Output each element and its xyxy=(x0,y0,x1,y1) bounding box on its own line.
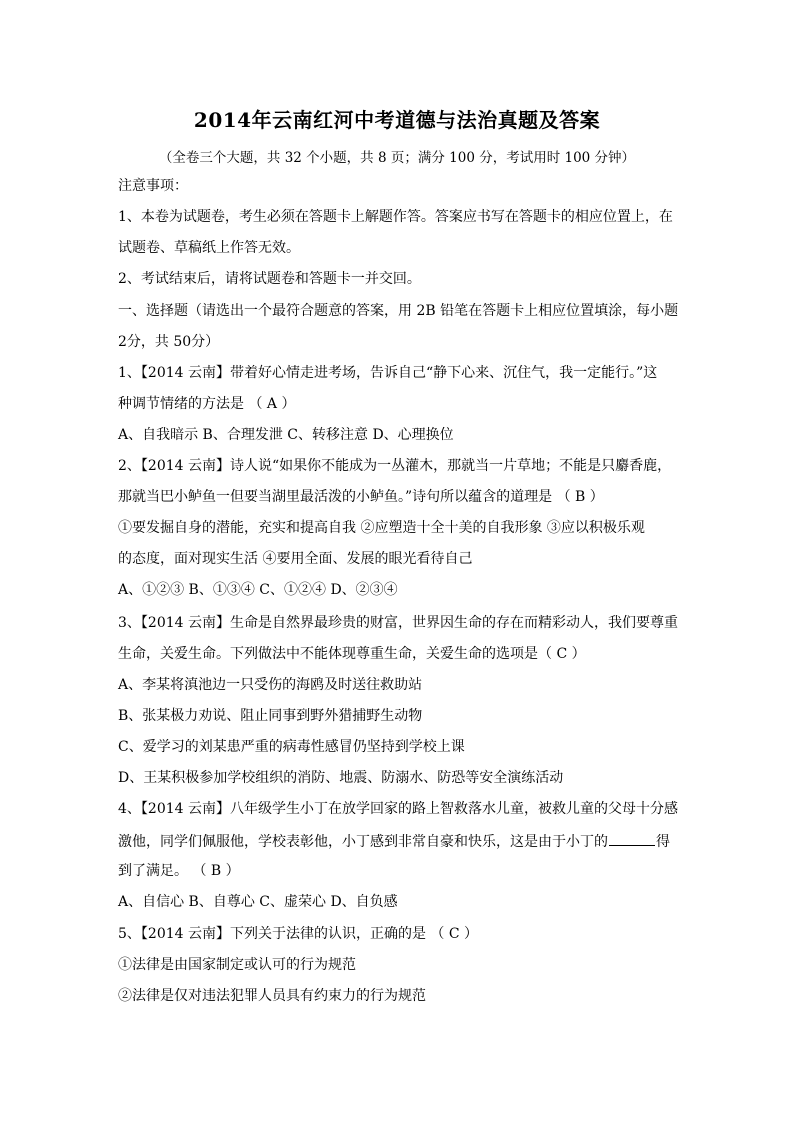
question-2-options: A、①②③ B、①③④ C、①②④ D、②③④ xyxy=(118,582,398,598)
notice-heading: 注意事项： xyxy=(118,178,188,194)
question-5-statement-2: ②法律是仅对违法犯罪人员具有约束力的行为规范 xyxy=(118,988,426,1004)
page-title: 2014年云南红河中考道德与法治真题及答案 xyxy=(193,108,601,132)
question-2-stem-cont: 那就当巴小鲈鱼一但要当湖里最活泼的小鲈鱼。”诗句所以蕴含的道理是 （ B ） xyxy=(118,489,604,505)
question-4-stem-end: 到了满足。 （ B ） xyxy=(118,863,240,879)
question-3-stem: 3、【2014 云南】生命是自然界最珍贵的财富，世界因生命的存在而精彩动人，我们要尊重 xyxy=(118,615,678,631)
notice-item-1: 1、本卷为试题卷，考生必须在答题卡上解题作答。答案应书写在答题卡的相应位置上，在 xyxy=(118,209,673,225)
question-2-statements: ①要发掘自身的潜能，充实和提高自我 ②应塑造十全十美的自我形象 ③应以积极乐观 xyxy=(118,520,645,536)
question-3-option-d: D、王某积极参加学校组织的消防、地震、防溺水、防恐等安全演练活动 xyxy=(118,770,564,786)
question-3-option-a: A、李某将滇池边一只受伤的海鸥及时送往救助站 xyxy=(118,677,423,693)
notice-item-2: 2、考试结束后，请将试题卷和答题卡一并交回。 xyxy=(118,271,421,287)
question-4-options: A、自信心 B、自尊心 C、虚荣心 D、自负感 xyxy=(118,894,398,910)
question-3-option-c: C、爱学习的刘某患严重的病毒性感冒仍坚持到学校上课 xyxy=(118,739,465,755)
section-1-heading-cont: 2分，共 50分） xyxy=(118,334,220,350)
section-1-heading: 一、选择题（请选出一个最符合题意的答案，用 2B 铅笔在答题卡上相应位置填涂，每小题 xyxy=(118,303,679,319)
question-4-stem-cont xyxy=(118,831,670,851)
question-5-statement-1: ①法律是由国家制定或认可的行为规范 xyxy=(118,957,356,973)
notice-item-1-cont: 试题卷、草稿纸上作答无效。 xyxy=(118,240,300,256)
question-1-stem-cont: 种调节情绪的方法是 （ A ） xyxy=(118,396,296,412)
question-5-stem: 5、【2014 云南】下列关于法律的认识，正确的是 （ C ） xyxy=(118,926,479,942)
exam-info-subtitle: （全卷三个大题，共 32 个小题，共 8 页；满分 100 分，考试用时 100 分钟） xyxy=(158,150,636,166)
question-2-statements-cont: 的态度，面对现实生活 ④要用全面、发展的眼光看待自己 xyxy=(118,551,473,567)
question-1-options: A、自我暗示 B、合理发泄 C、转移注意 D、心理换位 xyxy=(118,427,454,443)
question-4-text-after-blank: 得 xyxy=(656,834,670,850)
question-3-stem-cont: 生命，关爱生命。下列做法中不能体现尊重生命，关爱生命的选项是（ C ） xyxy=(118,646,586,662)
question-2-stem: 2、【2014 云南】诗人说“如果你不能成为一丛灌木，那就当一片草地；不能是只麝香鹿， xyxy=(118,458,672,474)
question-4-stem: 4、【2014 云南】八年级学生小丁在放学回家的路上智救落水儿童，被救儿童的父母十分感 xyxy=(118,801,678,817)
question-3-option-b: B、张某极力劝说、阻止同事到野外猎捕野生动物 xyxy=(118,708,423,724)
question-4-text-before-blank: 激他，同学们佩服他，学校表彰他，小丁感到非常自豪和快乐，这是由于小丁的 xyxy=(118,834,608,850)
fill-in-blank xyxy=(609,831,655,846)
question-1-stem: 1、【2014 云南】带着好心情走进考场，告诉自己“静下心来、沉住气，我一定能行。”这 xyxy=(118,365,658,381)
